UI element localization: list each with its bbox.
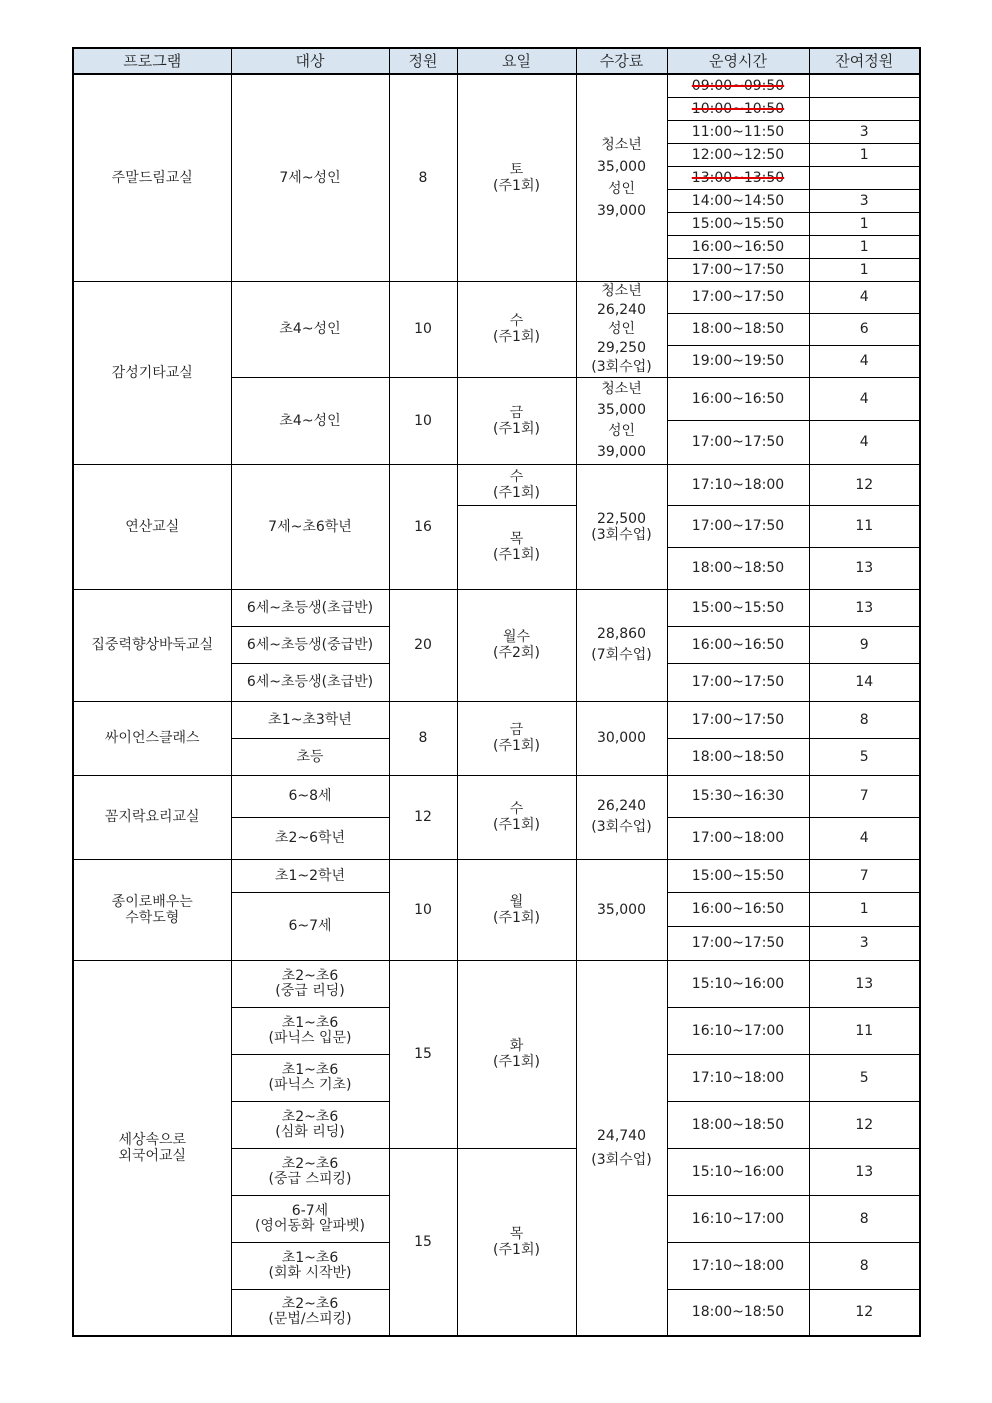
target-cell: 초4~성인 bbox=[231, 281, 389, 377]
capacity-cell: 10 bbox=[389, 281, 457, 377]
time-cell: 17:00~17:50 bbox=[667, 420, 809, 464]
remaining-cell: 3 bbox=[809, 189, 920, 212]
table-row bbox=[73, 859, 920, 892]
header-capacity: 정원 bbox=[389, 48, 457, 74]
target-cell: 초1~초6 (파닉스 입문) bbox=[231, 1007, 389, 1054]
time-cell: 16:00~16:50 bbox=[667, 235, 809, 258]
day-cell: 수 (주1회) bbox=[457, 464, 576, 505]
target-cell: 6~7세 bbox=[231, 892, 389, 960]
fee-cell: 청소년 26,240 성인 29,250 (3회수업) bbox=[576, 281, 667, 377]
fee-cell: 28,860 (7회수업) bbox=[576, 589, 667, 701]
remaining-cell: 8 bbox=[809, 1242, 920, 1289]
target-cell: 6세~초등생(초급반) bbox=[231, 589, 389, 626]
remaining-cell: 1 bbox=[809, 143, 920, 166]
time-cell: 14:00~14:50 bbox=[667, 189, 809, 212]
target-cell: 6세~초등생(초급반) bbox=[231, 663, 389, 701]
target-cell: 7세~성인 bbox=[231, 74, 389, 281]
remaining-cell: 13 bbox=[809, 547, 920, 589]
program-name: 주말드림교실 bbox=[73, 74, 231, 281]
remaining-cell: 4 bbox=[809, 345, 920, 377]
time-cell-closed: 10:00~10:50 bbox=[667, 97, 809, 120]
remaining-cell: 4 bbox=[809, 281, 920, 313]
time-cell: 17:00~17:50 bbox=[667, 926, 809, 960]
day-cell: 금 (주1회) bbox=[457, 701, 576, 775]
table-row bbox=[73, 775, 920, 817]
day-cell: 수 (주1회) bbox=[457, 281, 576, 377]
program-name: 연산교실 bbox=[73, 464, 231, 589]
table-row bbox=[73, 960, 920, 1007]
fee-cell: 30,000 bbox=[576, 701, 667, 775]
remaining-cell bbox=[809, 97, 920, 120]
time-cell: 19:00~19:50 bbox=[667, 345, 809, 377]
day-cell: 화 (주1회) bbox=[457, 960, 576, 1148]
program-name: 싸이언스클래스 bbox=[73, 701, 231, 775]
header-time: 운영시간 bbox=[667, 48, 809, 74]
remaining-cell: 1 bbox=[809, 235, 920, 258]
day-cell: 토 (주1회) bbox=[457, 74, 576, 281]
time-cell: 17:00~18:00 bbox=[667, 817, 809, 859]
target-cell: 초2~초6 (문법/스피킹) bbox=[231, 1289, 389, 1336]
header-row bbox=[73, 48, 920, 74]
target-cell: 초2~초6 (중급 스피킹) bbox=[231, 1148, 389, 1195]
remaining-cell: 3 bbox=[809, 926, 920, 960]
fee-cell: 24,740 (3회수업) bbox=[576, 960, 667, 1336]
time-cell: 16:00~16:50 bbox=[667, 626, 809, 663]
time-cell: 15:10~16:00 bbox=[667, 1148, 809, 1195]
program-name: 세상속으로 외국어교실 bbox=[73, 960, 231, 1336]
remaining-cell: 4 bbox=[809, 817, 920, 859]
fee-cell: 청소년 35,000 성인 39,000 bbox=[576, 377, 667, 464]
remaining-cell: 4 bbox=[809, 420, 920, 464]
remaining-cell: 12 bbox=[809, 1289, 920, 1336]
remaining-cell: 13 bbox=[809, 960, 920, 1007]
remaining-cell: 13 bbox=[809, 1148, 920, 1195]
time-cell: 18:00~18:50 bbox=[667, 313, 809, 345]
capacity-cell: 10 bbox=[389, 377, 457, 464]
time-cell: 16:00~16:50 bbox=[667, 377, 809, 420]
remaining-cell: 1 bbox=[809, 258, 920, 281]
remaining-cell: 7 bbox=[809, 859, 920, 892]
remaining-cell: 13 bbox=[809, 589, 920, 626]
remaining-cell: 8 bbox=[809, 1195, 920, 1242]
time-cell: 18:00~18:50 bbox=[667, 1289, 809, 1336]
remaining-cell: 11 bbox=[809, 1007, 920, 1054]
time-cell: 17:00~17:50 bbox=[667, 258, 809, 281]
program-name: 감성기타교실 bbox=[73, 281, 231, 464]
remaining-cell: 14 bbox=[809, 663, 920, 701]
target-cell: 초1~초3학년 bbox=[231, 701, 389, 738]
remaining-cell: 4 bbox=[809, 377, 920, 420]
time-cell: 17:00~17:50 bbox=[667, 281, 809, 313]
time-cell: 16:00~16:50 bbox=[667, 892, 809, 926]
table-row bbox=[73, 74, 920, 97]
capacity-cell: 8 bbox=[389, 74, 457, 281]
remaining-cell: 3 bbox=[809, 120, 920, 143]
remaining-cell: 7 bbox=[809, 775, 920, 817]
target-cell: 초1~초6 (회화 시작반) bbox=[231, 1242, 389, 1289]
capacity-cell: 16 bbox=[389, 464, 457, 589]
time-cell: 15:00~15:50 bbox=[667, 212, 809, 235]
remaining-cell: 9 bbox=[809, 626, 920, 663]
remaining-cell: 12 bbox=[809, 1101, 920, 1148]
target-cell: 초4~성인 bbox=[231, 377, 389, 464]
remaining-cell: 5 bbox=[809, 1054, 920, 1101]
target-cell: 초2~6학년 bbox=[231, 817, 389, 859]
time-cell: 15:00~15:50 bbox=[667, 589, 809, 626]
time-cell: 17:00~17:50 bbox=[667, 701, 809, 738]
time-cell: 18:00~18:50 bbox=[667, 547, 809, 589]
header-day: 요일 bbox=[457, 48, 576, 74]
time-cell: 18:00~18:50 bbox=[667, 1101, 809, 1148]
time-cell: 15:10~16:00 bbox=[667, 960, 809, 1007]
time-cell-closed: 09:00~09:50 bbox=[667, 74, 809, 97]
remaining-cell: 1 bbox=[809, 212, 920, 235]
target-cell: 초2~초6 (중급 리딩) bbox=[231, 960, 389, 1007]
target-cell: 초등 bbox=[231, 738, 389, 775]
remaining-cell: 5 bbox=[809, 738, 920, 775]
program-name: 꼼지락요리교실 bbox=[73, 775, 231, 859]
header-fee: 수강료 bbox=[576, 48, 667, 74]
time-cell: 16:10~17:00 bbox=[667, 1007, 809, 1054]
time-cell: 15:30~16:30 bbox=[667, 775, 809, 817]
capacity-cell: 15 bbox=[389, 1148, 457, 1336]
remaining-cell: 6 bbox=[809, 313, 920, 345]
time-cell: 11:00~11:50 bbox=[667, 120, 809, 143]
header-remaining: 잔여정원 bbox=[809, 48, 920, 74]
header-program: 프로그램 bbox=[73, 48, 231, 74]
day-cell: 금 (주1회) bbox=[457, 377, 576, 464]
remaining-cell: 11 bbox=[809, 505, 920, 547]
time-cell: 16:10~17:00 bbox=[667, 1195, 809, 1242]
target-cell: 6-7세 (영어동화 알파벳) bbox=[231, 1195, 389, 1242]
header-target: 대상 bbox=[231, 48, 389, 74]
fee-cell: 22,500 (3회수업) bbox=[576, 464, 667, 589]
capacity-cell: 15 bbox=[389, 960, 457, 1148]
day-cell: 수 (주1회) bbox=[457, 775, 576, 859]
target-cell: 초1~2학년 bbox=[231, 859, 389, 892]
target-cell: 6세~초등생(중급반) bbox=[231, 626, 389, 663]
day-cell: 목 (주1회) bbox=[457, 505, 576, 589]
time-cell: 12:00~12:50 bbox=[667, 143, 809, 166]
target-cell: 초2~초6 (심화 리딩) bbox=[231, 1101, 389, 1148]
time-cell: 15:00~15:50 bbox=[667, 859, 809, 892]
remaining-cell: 1 bbox=[809, 892, 920, 926]
remaining-cell: 12 bbox=[809, 464, 920, 505]
table-row bbox=[73, 281, 920, 313]
target-cell: 6~8세 bbox=[231, 775, 389, 817]
time-cell: 18:00~18:50 bbox=[667, 738, 809, 775]
remaining-cell: 8 bbox=[809, 701, 920, 738]
time-cell: 17:00~17:50 bbox=[667, 663, 809, 701]
time-cell: 17:10~18:00 bbox=[667, 1242, 809, 1289]
table-row bbox=[73, 589, 920, 626]
target-cell: 초1~초6 (파닉스 기초) bbox=[231, 1054, 389, 1101]
day-cell: 월수 (주2회) bbox=[457, 589, 576, 701]
time-cell: 17:10~18:00 bbox=[667, 464, 809, 505]
time-cell: 17:00~17:50 bbox=[667, 505, 809, 547]
table-row bbox=[73, 701, 920, 738]
fee-cell: 청소년 35,000 성인 39,000 bbox=[576, 74, 667, 281]
fee-cell: 35,000 bbox=[576, 859, 667, 960]
capacity-cell: 12 bbox=[389, 775, 457, 859]
target-cell: 7세~초6학년 bbox=[231, 464, 389, 589]
capacity-cell: 10 bbox=[389, 859, 457, 960]
capacity-cell: 20 bbox=[389, 589, 457, 701]
program-name: 종이로배우는 수학도형 bbox=[73, 859, 231, 960]
schedule-table bbox=[72, 47, 921, 1337]
time-cell: 17:10~18:00 bbox=[667, 1054, 809, 1101]
capacity-cell: 8 bbox=[389, 701, 457, 775]
day-cell: 목 (주1회) bbox=[457, 1148, 576, 1336]
remaining-cell bbox=[809, 74, 920, 97]
table-row bbox=[73, 464, 920, 505]
time-cell-closed: 13:00~13:50 bbox=[667, 166, 809, 189]
remaining-cell bbox=[809, 166, 920, 189]
fee-cell: 26,240 (3회수업) bbox=[576, 775, 667, 859]
day-cell: 월 (주1회) bbox=[457, 859, 576, 960]
program-name: 집중력향상바둑교실 bbox=[73, 589, 231, 701]
